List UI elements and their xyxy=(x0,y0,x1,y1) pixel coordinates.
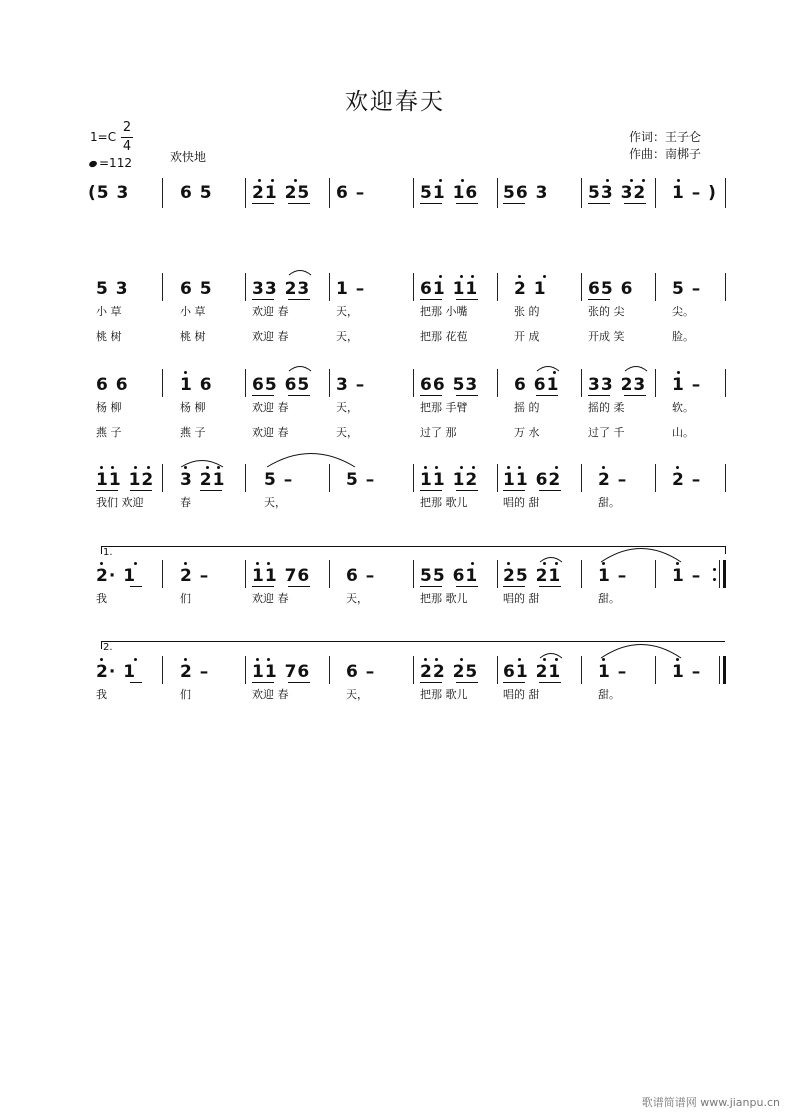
lyric-verse-1: 天， xyxy=(346,592,368,605)
lyric-verse-1: 欢迎 春 xyxy=(252,305,289,318)
lyric-verse-1: 我 xyxy=(96,592,107,605)
barline xyxy=(581,560,582,588)
measure-note: 22 25 xyxy=(420,662,479,682)
lyric-verse-1: 把那 小嘴 xyxy=(420,305,468,318)
lyric-verse-1: 小 草 xyxy=(96,305,122,318)
high-octave-dot xyxy=(677,371,680,374)
measure-note: 5 – xyxy=(672,279,702,299)
barline xyxy=(497,369,498,397)
measure-note: 55 61 xyxy=(420,566,479,586)
repeat-dot xyxy=(713,568,716,571)
lyric-verse-2: 桃 树 xyxy=(96,330,122,343)
measure-note: 1 – xyxy=(598,566,628,586)
measure-note: 65 6 xyxy=(588,279,634,299)
underline-beam xyxy=(200,490,222,491)
underline-beam xyxy=(536,395,558,396)
lyric-verse-2: 万 水 xyxy=(514,426,540,439)
measure-note: 1 – xyxy=(672,662,702,682)
lyric-verse-1: 杨 柳 xyxy=(180,401,206,414)
high-octave-dot xyxy=(507,562,510,565)
measure-note: 2· 1 xyxy=(96,662,137,682)
lyric-verse-1: 们 xyxy=(180,688,191,701)
barline xyxy=(245,464,246,492)
barline xyxy=(413,656,414,684)
barline xyxy=(413,560,414,588)
high-octave-dot xyxy=(184,658,187,661)
lyric-verse-1: 我 xyxy=(96,688,107,701)
high-octave-dot xyxy=(134,658,137,661)
lyric-verse-1: 们 xyxy=(180,592,191,605)
high-octave-dot xyxy=(271,179,274,182)
lyric-verse-2: 把那 花苞 xyxy=(420,330,468,343)
underline-beam xyxy=(420,490,442,491)
measure-note: 56 3 xyxy=(503,183,549,203)
underline-beam xyxy=(588,299,610,300)
underline-beam xyxy=(130,586,142,587)
measure-note: 6 5 xyxy=(180,279,213,299)
barline xyxy=(245,656,246,684)
underline-beam xyxy=(588,395,610,396)
measure-note: (5 3 xyxy=(88,183,130,203)
lyric-verse-1: 甜。 xyxy=(598,688,620,701)
underline-beam xyxy=(456,203,478,204)
barline xyxy=(497,178,498,208)
underline-beam xyxy=(420,682,442,683)
underline-beam xyxy=(130,490,152,491)
high-octave-dot xyxy=(460,658,463,661)
underline-beam xyxy=(456,586,478,587)
high-octave-dot xyxy=(472,466,475,469)
lyric-verse-2: 燕 子 xyxy=(180,426,206,439)
underline-beam xyxy=(624,395,646,396)
high-octave-dot xyxy=(518,466,521,469)
underline-beam xyxy=(288,586,310,587)
lyric-verse-2: 过了 千 xyxy=(588,426,625,439)
high-octave-dot xyxy=(134,562,137,565)
time-signature-bottom: 4 xyxy=(122,139,132,154)
measure-note: 6 – xyxy=(336,183,366,203)
barline xyxy=(413,273,414,301)
barline xyxy=(162,560,163,588)
measure-note: 1 – xyxy=(598,662,628,682)
lyric-verse-1: 把那 歌儿 xyxy=(420,592,468,605)
lyric-verse-2: 开成 笑 xyxy=(588,330,625,343)
lyric-verse-1: 天， xyxy=(346,688,368,701)
measure-note: 2 – xyxy=(180,566,210,586)
barline xyxy=(497,273,498,301)
lyric-verse-1: 欢迎 春 xyxy=(252,688,289,701)
barline xyxy=(329,273,330,301)
barline xyxy=(329,560,330,588)
volta-label: 2. xyxy=(103,642,113,653)
high-octave-dot xyxy=(100,658,103,661)
underline-beam xyxy=(288,395,310,396)
measure-note: 25 21 xyxy=(503,566,562,586)
measure-note: 3 – xyxy=(336,375,366,395)
barline xyxy=(581,369,582,397)
lyric-verse-1: 把那 手臂 xyxy=(420,401,468,414)
underline-beam xyxy=(624,203,646,204)
tie xyxy=(266,450,356,468)
barline xyxy=(329,464,330,492)
barline xyxy=(655,464,656,492)
composer-credit: 作曲：南梆子 xyxy=(629,147,702,161)
barline xyxy=(497,656,498,684)
lyric-verse-1: 摇 的 xyxy=(514,401,540,414)
lyric-verse-1: 甜。 xyxy=(598,496,620,509)
measure-note: 11 76 xyxy=(252,662,311,682)
lyric-verse-2: 燕 子 xyxy=(96,426,122,439)
measure-note: 66 53 xyxy=(420,375,479,395)
measure-note: 1 6 xyxy=(180,375,213,395)
high-octave-dot xyxy=(439,275,442,278)
lyric-verse-1: 张的 尖 xyxy=(588,305,625,318)
quarter-note-icon xyxy=(88,160,98,168)
lyric-verse-1: 摇的 柔 xyxy=(588,401,625,414)
measure-note: 5 – xyxy=(264,470,294,490)
high-octave-dot xyxy=(676,466,679,469)
underline-beam xyxy=(420,395,442,396)
lyric-verse-1: 我们 欢迎 xyxy=(96,496,144,509)
barline xyxy=(581,273,582,301)
measure-note: 2 – xyxy=(598,470,628,490)
lyric-verse-1: 尖。 xyxy=(672,305,694,318)
lyric-verse-1: 张 的 xyxy=(514,305,540,318)
barline xyxy=(162,464,163,492)
underline-beam xyxy=(288,203,310,204)
lyric-verse-1: 天， xyxy=(336,305,358,318)
measure-note: 5 – xyxy=(346,470,376,490)
watermark: 歌谱简谱网 www.jianpu.cn xyxy=(641,1096,780,1109)
measure-note: 2 – xyxy=(180,662,210,682)
lyric-verse-1: 软。 xyxy=(672,401,694,414)
high-octave-dot xyxy=(294,179,297,182)
underline-beam xyxy=(130,682,142,683)
measure-note: 6 5 xyxy=(180,183,213,203)
high-octave-dot xyxy=(435,466,438,469)
measure-note: 51 16 xyxy=(420,183,479,203)
high-octave-dot xyxy=(471,275,474,278)
time-signature-top: 2 xyxy=(122,120,132,135)
lyric-verse-2: 欢迎 春 xyxy=(252,426,289,439)
high-octave-dot xyxy=(111,466,114,469)
measure-note: 2 – xyxy=(672,470,702,490)
underline-beam xyxy=(456,490,478,491)
barline xyxy=(725,273,726,301)
final-barline-thin xyxy=(719,656,720,684)
lyric-verse-1: 天， xyxy=(264,496,286,509)
measure-note: 11 76 xyxy=(252,566,311,586)
volta-bracket-edge xyxy=(101,641,102,649)
barline xyxy=(581,178,582,208)
underline-beam xyxy=(539,490,561,491)
tempo-marking: =112 xyxy=(99,156,132,170)
barline xyxy=(413,369,414,397)
lyric-verse-2: 开 成 xyxy=(514,330,540,343)
slur xyxy=(288,364,312,372)
underline-beam xyxy=(252,395,274,396)
underline-beam xyxy=(288,682,310,683)
slur xyxy=(539,555,563,563)
measure-note: 1 – ) xyxy=(672,183,717,203)
lyricist-credit: 作词：王子仑 xyxy=(629,130,702,144)
measure-note: 6 – xyxy=(346,566,376,586)
high-octave-dot xyxy=(439,179,442,182)
barline xyxy=(655,369,656,397)
measure-note: 11 12 xyxy=(420,470,479,490)
tie xyxy=(600,545,682,563)
volta-label: 1. xyxy=(103,547,113,558)
barline xyxy=(497,560,498,588)
repeat-barline-thin xyxy=(719,560,720,588)
measure-note: 33 23 xyxy=(588,375,647,395)
song-title: 欢迎春天 xyxy=(345,89,445,115)
lyric-verse-1: 把那 歌儿 xyxy=(420,688,468,701)
barline xyxy=(581,464,582,492)
lyric-verse-1: 杨 柳 xyxy=(96,401,122,414)
high-octave-dot xyxy=(267,562,270,565)
slur xyxy=(624,364,648,372)
high-octave-dot xyxy=(100,562,103,565)
barline xyxy=(162,273,163,301)
barline xyxy=(162,656,163,684)
underline-beam xyxy=(420,203,442,204)
barline xyxy=(413,464,414,492)
barline xyxy=(655,656,656,684)
lyric-verse-1: 唱的 甜 xyxy=(503,688,540,701)
barline xyxy=(725,178,726,208)
barline xyxy=(329,369,330,397)
high-octave-dot xyxy=(642,179,645,182)
high-octave-dot xyxy=(134,466,137,469)
measure-note: 11 62 xyxy=(503,470,562,490)
barline xyxy=(725,369,726,397)
lyric-verse-1: 甜。 xyxy=(598,592,620,605)
lyric-verse-2: 桃 树 xyxy=(180,330,206,343)
barline xyxy=(655,560,656,588)
high-octave-dot xyxy=(256,658,259,661)
barline xyxy=(497,464,498,492)
lyric-verse-2: 过了 那 xyxy=(420,426,457,439)
barline xyxy=(245,560,246,588)
high-octave-dot xyxy=(677,179,680,182)
measure-note: 1 – xyxy=(672,566,702,586)
repeat-dot xyxy=(713,578,716,581)
measure-note: 3 21 xyxy=(180,470,226,490)
high-octave-dot xyxy=(424,658,427,661)
high-octave-dot xyxy=(460,275,463,278)
high-octave-dot xyxy=(543,275,546,278)
repeat-barline-thick xyxy=(723,560,726,588)
measure-note: 33 23 xyxy=(252,279,311,299)
lyric-verse-1: 小 草 xyxy=(180,305,206,318)
barline xyxy=(329,656,330,684)
high-octave-dot xyxy=(460,466,463,469)
high-octave-dot xyxy=(256,562,259,565)
measure-note: 2· 1 xyxy=(96,566,137,586)
slur xyxy=(536,364,560,372)
measure-note: 61 21 xyxy=(503,662,562,682)
barline xyxy=(245,178,246,208)
final-barline-thick xyxy=(723,656,726,684)
lyric-verse-1: 欢迎 春 xyxy=(252,592,289,605)
expression-marking: 欢快地 xyxy=(170,150,207,164)
barline xyxy=(245,273,246,301)
high-octave-dot xyxy=(630,179,633,182)
lyric-verse-2: 山。 xyxy=(672,426,694,439)
underline-beam xyxy=(252,682,274,683)
high-octave-dot xyxy=(606,179,609,182)
lyric-verse-1: 欢迎 春 xyxy=(252,401,289,414)
measure-note: 6 61 xyxy=(514,375,560,395)
underline-beam xyxy=(539,682,561,683)
high-octave-dot xyxy=(267,658,270,661)
lyric-verse-2: 脸。 xyxy=(672,330,694,343)
measure-note: 6 – xyxy=(346,662,376,682)
underline-beam xyxy=(456,682,478,683)
lyric-verse-2: 天， xyxy=(336,330,358,343)
underline-beam xyxy=(503,682,525,683)
measure-note: 6 6 xyxy=(96,375,129,395)
barline xyxy=(245,369,246,397)
barline xyxy=(581,656,582,684)
barline xyxy=(725,464,726,492)
underline-beam xyxy=(252,586,274,587)
underline-beam xyxy=(420,299,442,300)
high-octave-dot xyxy=(184,371,187,374)
underline-beam xyxy=(503,203,525,204)
lyric-verse-1: 唱的 甜 xyxy=(503,496,540,509)
underline-beam xyxy=(588,203,610,204)
time-signature-bar xyxy=(121,137,133,138)
measure-note: 61 11 xyxy=(420,279,479,299)
underline-beam xyxy=(503,490,525,491)
measure-note: 21 25 xyxy=(252,183,311,203)
high-octave-dot xyxy=(258,179,261,182)
barline xyxy=(162,178,163,208)
high-octave-dot xyxy=(100,466,103,469)
underline-beam xyxy=(288,299,310,300)
lyric-verse-1: 春 xyxy=(180,496,191,509)
barline xyxy=(329,178,330,208)
high-octave-dot xyxy=(507,466,510,469)
high-octave-dot xyxy=(555,466,558,469)
lyric-verse-1: 唱的 甜 xyxy=(503,592,540,605)
barline xyxy=(162,369,163,397)
high-octave-dot xyxy=(184,562,187,565)
lyric-verse-2: 欢迎 春 xyxy=(252,330,289,343)
high-octave-dot xyxy=(602,466,605,469)
key-signature: 1=C xyxy=(90,130,117,144)
volta-bracket-edge xyxy=(725,546,726,554)
high-octave-dot xyxy=(518,275,521,278)
underline-beam xyxy=(252,203,274,204)
measure-note: 65 65 xyxy=(252,375,311,395)
volta-bracket-edge xyxy=(101,546,102,554)
underline-beam xyxy=(539,586,561,587)
high-octave-dot xyxy=(424,466,427,469)
measure-note: 1 – xyxy=(672,375,702,395)
measure-note: 5 3 xyxy=(96,279,129,299)
measure-note: 11 12 xyxy=(96,470,155,490)
underline-beam xyxy=(252,299,274,300)
high-octave-dot xyxy=(435,658,438,661)
high-octave-dot xyxy=(471,562,474,565)
underline-beam xyxy=(456,395,478,396)
high-octave-dot xyxy=(518,658,521,661)
lyric-verse-1: 把那 歌儿 xyxy=(420,496,468,509)
measure-note: 53 32 xyxy=(588,183,647,203)
slur xyxy=(539,651,563,659)
barline xyxy=(655,273,656,301)
high-octave-dot xyxy=(147,466,150,469)
slur xyxy=(288,268,312,276)
barline xyxy=(413,178,414,208)
lyric-verse-2: 天， xyxy=(336,426,358,439)
lyric-verse-1: 天， xyxy=(336,401,358,414)
measure-note: 1 – xyxy=(336,279,366,299)
slur xyxy=(180,458,224,468)
underline-beam xyxy=(420,586,442,587)
underline-beam xyxy=(456,299,478,300)
underline-beam xyxy=(96,490,118,491)
tie xyxy=(600,641,682,659)
high-octave-dot xyxy=(461,179,464,182)
measure-note: 2 1 xyxy=(514,279,547,299)
barline xyxy=(655,178,656,208)
underline-beam xyxy=(503,586,525,587)
